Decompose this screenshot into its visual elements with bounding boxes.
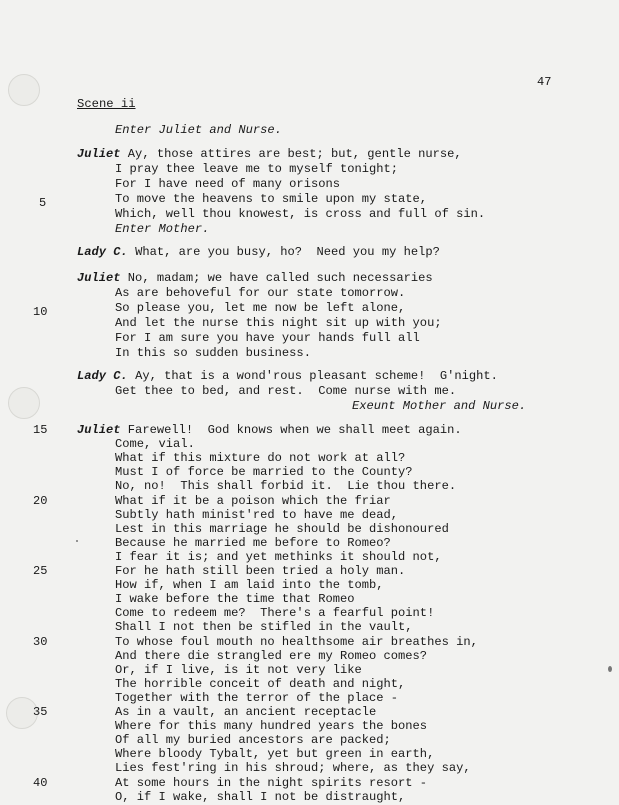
verse-text: Ay, that is a wond'rous pleasant scheme! G'night. — [127, 369, 498, 383]
verse-line: And there die strangled ere my Romeo comes? — [115, 648, 428, 663]
speaker-name: Juliet — [77, 423, 121, 437]
verse-line: Shall I not then be stifled in the vault, — [115, 620, 413, 635]
verse-text: Farewell! God knows when we shall meet again. — [120, 423, 462, 437]
verse-line: As are behoveful for our state tomorrow. — [115, 286, 406, 300]
speech-line — [77, 423, 462, 438]
verse-line: Lest in this marriage he should be dishonoured — [115, 521, 449, 536]
verse-line: How if, when I am laid into the tomb, — [115, 578, 384, 593]
verse-line: Or, if I live, is it not very like — [115, 662, 362, 677]
speech-line — [77, 369, 498, 384]
verse-line: As in a vault, an ancient receptacle — [115, 705, 377, 719]
line-number: 5 — [39, 196, 47, 210]
verse-line: Get thee to bed, and rest. Come nurse with me. — [115, 384, 457, 398]
verse-line: I fear it is; and yet methinks it should not, — [115, 549, 442, 564]
verse-line: For I have need of many orisons — [115, 177, 340, 191]
verse-line: Subtly hath minist'red to have me dead, — [115, 507, 399, 522]
verse-line: For I am sure you have your hands full all — [115, 331, 420, 345]
verse-line: So please you, let me now be left alone, — [115, 301, 406, 315]
verse-line: Which, well thou knowest, is cross and full of sin. — [115, 207, 486, 221]
verse-line: Must I of force be married to the County? — [115, 465, 413, 480]
speaker-name: Juliet — [77, 271, 121, 285]
verse-line: What if this mixture do not work at all? — [115, 451, 406, 466]
verse-line: I wake before the time that Romeo — [115, 592, 355, 607]
punch-hole-middle — [8, 387, 40, 419]
ink-speck — [76, 540, 78, 542]
verse-line: And let the nurse this night sit up with you; — [115, 316, 442, 330]
line-number: 40 — [33, 775, 48, 790]
verse-line: Where for this many hundred years the bones — [115, 719, 428, 734]
line-number: 30 — [33, 634, 48, 649]
verse-line: The horrible conceit of death and night, — [115, 676, 406, 691]
verse-line: No, no! This shall forbid it. Lie thou there. — [115, 479, 457, 494]
verse-line: At some hours in the night spirits resort - — [115, 775, 428, 790]
verse-line: For he hath still been tried a holy man. — [115, 564, 406, 578]
stage-direction: Enter Juliet and Nurse. — [115, 123, 282, 137]
punch-hole-top — [8, 74, 40, 106]
line-number: 15 — [33, 423, 48, 437]
speech-line — [77, 271, 433, 286]
speaker-name: Lady C. — [77, 369, 128, 383]
verse-line: Come to redeem me? There's a fearful point! — [115, 606, 435, 621]
line-number: 25 — [33, 564, 48, 578]
scene-heading: Scene ii — [77, 97, 136, 111]
verse-text: No, madam; we have called such necessaries — [120, 271, 433, 285]
verse-line: To whose foul mouth no healthsome air breathes in, — [115, 634, 478, 649]
verse-line: Of all my buried ancestors are packed; — [115, 733, 391, 748]
verse-line: Where bloody Tybalt, yet but green in earth, — [115, 747, 435, 762]
stage-direction: Exeunt Mother and Nurse. — [352, 399, 527, 413]
verse-line: Come, vial. — [115, 437, 195, 452]
verse-line: Lies fest'ring in his shroud; where, as they say, — [115, 761, 471, 776]
verse-line: To move the heavens to smile upon my state, — [115, 192, 428, 206]
line-number: 35 — [33, 705, 48, 719]
verse-line: I pray thee leave me to myself tonight; — [115, 162, 399, 176]
verse-text: Ay, those attires are best; but, gentle nurse, — [120, 147, 462, 161]
verse-line: Together with the terror of the place - — [115, 690, 399, 705]
speech-line — [77, 147, 462, 162]
verse-line: In this so sudden business. — [115, 346, 311, 360]
ink-speck — [608, 666, 612, 672]
verse-line: What if it be a poison which the friar — [115, 493, 391, 508]
verse-line: Because he married me before to Romeo? — [115, 535, 391, 550]
verse-text: What, are you busy, ho? Need you my help? — [127, 245, 440, 259]
line-number: 20 — [33, 493, 48, 508]
page-number: 47 — [537, 75, 552, 89]
line-number: 10 — [33, 305, 48, 319]
verse-line: O, if I wake, shall I not be distraught, — [115, 789, 406, 804]
speaker-name: Lady C. — [77, 245, 128, 259]
speech-line — [77, 245, 440, 260]
stage-direction: Enter Mother. — [115, 222, 210, 236]
speaker-name: Juliet — [77, 147, 121, 161]
